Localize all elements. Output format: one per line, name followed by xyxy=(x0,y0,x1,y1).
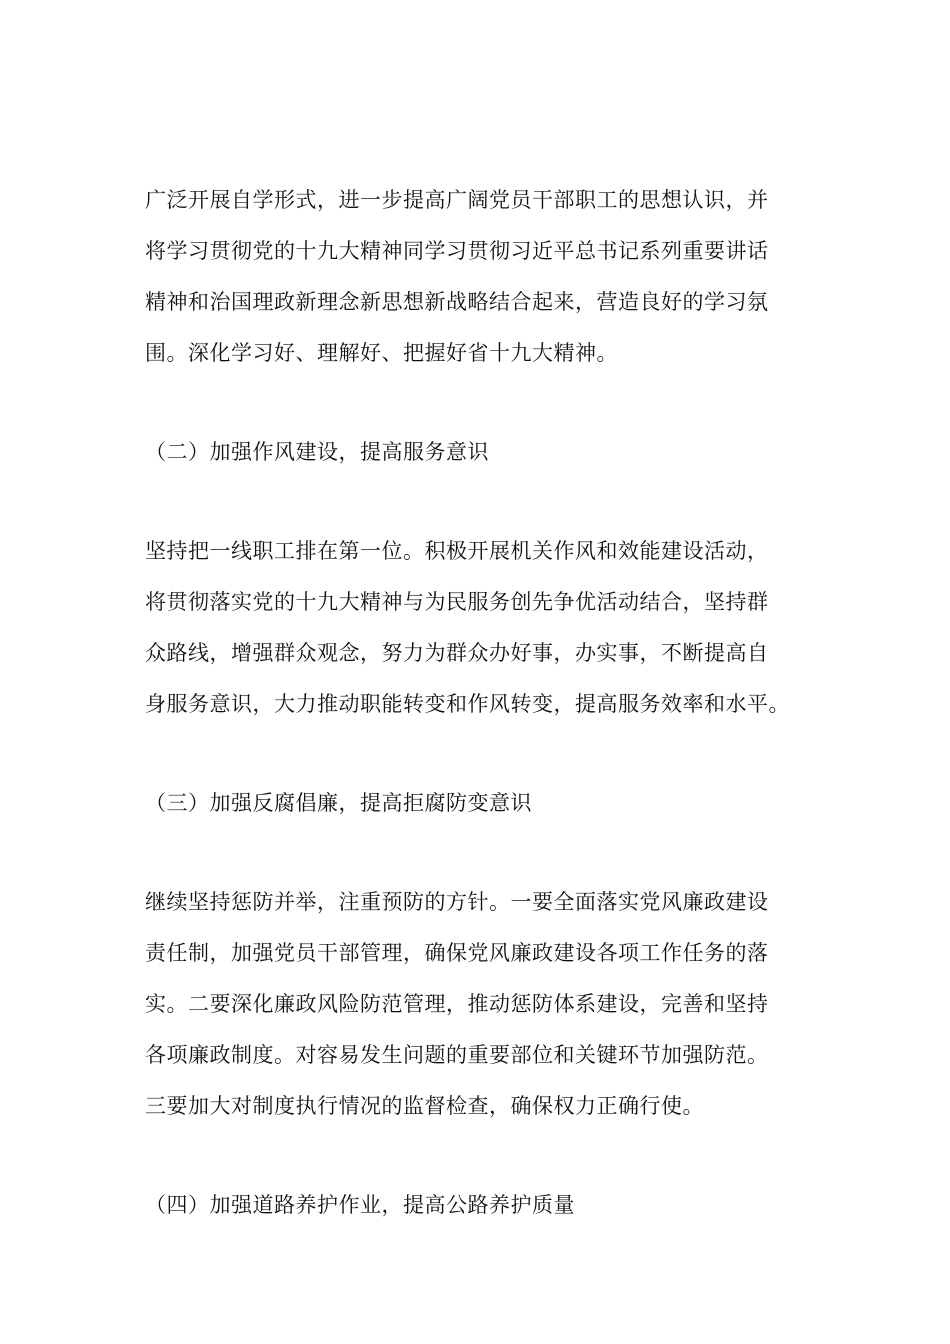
paragraph-spacer xyxy=(145,379,810,427)
paragraph-line: 广泛开展自学形式，进一步提高广阔党员干部职工的思想认识，并 xyxy=(145,188,769,212)
paragraph-anticorruption xyxy=(145,877,810,1132)
paragraph-line: 将学习贯彻党的十九大精神同学习贯彻习近平总书记系列重要讲话 xyxy=(145,239,769,263)
paragraph-line: 继续坚持惩防并举，注重预防的方针。一要全面落实党风廉政建设 xyxy=(145,890,769,914)
paragraph-line: 精神和治国理政新理念新思想新战略结合起来，营造良好的学习氛 xyxy=(145,290,769,314)
paragraph-spacer xyxy=(145,478,810,526)
paragraph-line: 众路线，增强群众观念，努力为群众办好事，办实事，不断提高自 xyxy=(145,641,769,665)
paragraph-spacer xyxy=(145,730,810,778)
paragraph-line: 责任制，加强党员干部管理，确保党风廉政建设各项工作任务的落 xyxy=(145,941,769,965)
paragraph-spacer xyxy=(145,1132,810,1180)
paragraph-spacer xyxy=(145,829,810,877)
paragraph-line: 身服务意识，大力推动职能转变和作风转变，提高服务效率和水平。 xyxy=(145,692,790,716)
paragraph-line: 各项廉政制度。对容易发生问题的重要部位和关键环节加强防范。 xyxy=(145,1043,769,1067)
paragraph-study xyxy=(145,175,810,379)
paragraph-line: 三要加大对制度执行情况的监督检查，确保权力正确行使。 xyxy=(145,1094,704,1118)
section-heading-2: （二）加强作风建设，提高服务意识 xyxy=(145,440,489,464)
document-body xyxy=(145,175,810,1231)
paragraph-line: 坚持把一线职工排在第一位。积极开展机关作风和效能建设活动， xyxy=(145,539,769,563)
section-heading-4: （四）加强道路养护作业，提高公路养护质量 xyxy=(145,1193,575,1217)
section-heading-3: （三）加强反腐倡廉，提高拒腐防变意识 xyxy=(145,791,532,815)
paragraph-service xyxy=(145,526,810,730)
paragraph-line: 实。二要深化廉政风险防范管理，推动惩防体系建设，完善和坚持 xyxy=(145,992,769,1016)
paragraph-line: 将贯彻落实党的十九大精神与为民服务创先争优活动结合，坚持群 xyxy=(145,590,769,614)
paragraph-line: 围。深化学习好、理解好、把握好省十九大精神。 xyxy=(145,341,618,365)
